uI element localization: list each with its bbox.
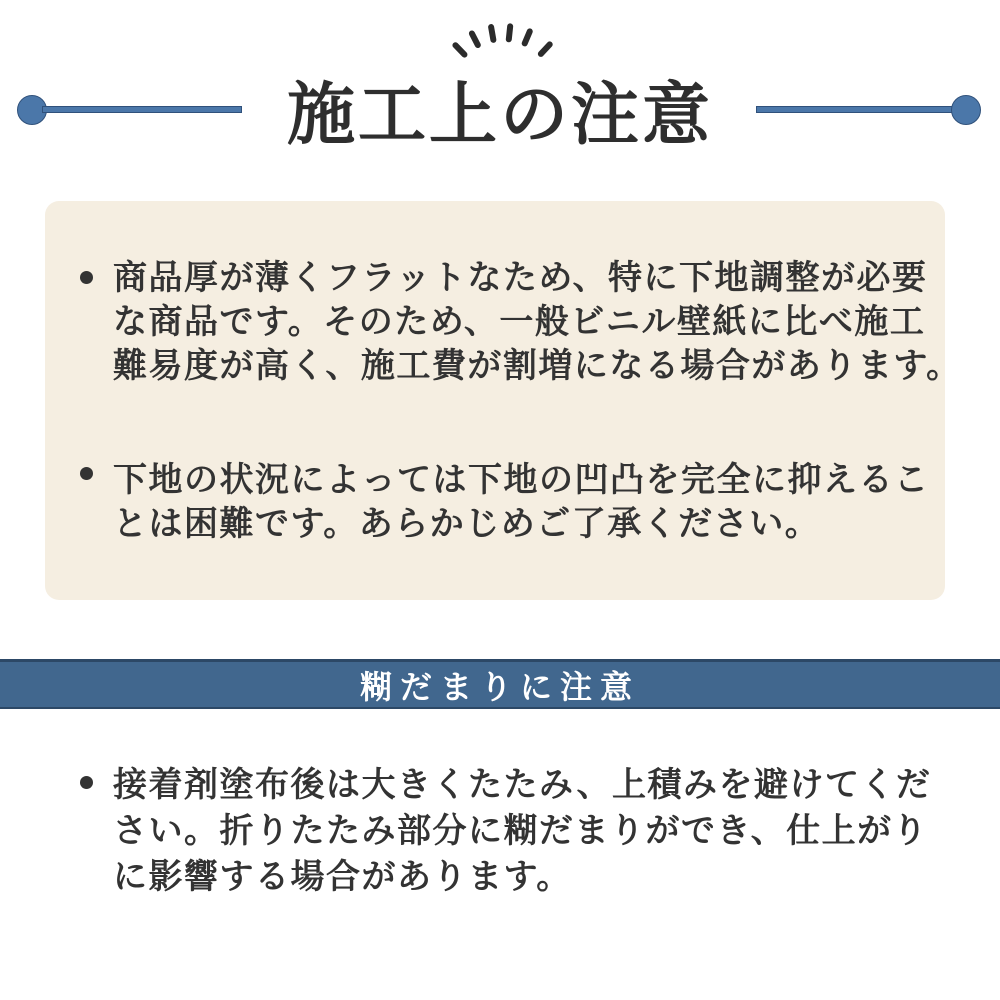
sparkle-ray	[468, 29, 482, 49]
bullet-line: に影響する場合があります。	[113, 858, 572, 896]
bullet-line: 商品厚が薄くフラットなため、特に下地調整が必要	[113, 259, 928, 297]
bullet-line: とは困難です。あらかじめご了承ください。	[113, 505, 821, 543]
bullet-line: 難易度が高く、施工費が割増になる場合があります。	[113, 347, 962, 385]
page-title: 施工上の注意	[286, 77, 713, 153]
bullet-line: な商品です。そのため、一般ビニル壁紙に比べ施工	[113, 303, 926, 341]
bullet-dot-icon	[80, 271, 93, 284]
title-line-right-dot	[951, 95, 981, 125]
banner-title: 糊だまりに注意	[359, 668, 640, 705]
sparkle-ray	[451, 41, 469, 59]
title-line-right	[756, 106, 956, 113]
bullet-dot-icon	[80, 776, 93, 789]
sparkle-ray	[488, 24, 497, 44]
glue-warning-banner	[0, 659, 1000, 709]
sparkle-ray	[506, 23, 514, 43]
bullet-item	[113, 762, 932, 900]
bullet-line: 接着剤塗布後は大きくたたみ、上積みを避けてくだ	[113, 766, 932, 804]
sparkle-ray	[521, 28, 534, 48]
bullet-item	[113, 458, 930, 546]
bullet-dot-icon	[80, 467, 93, 480]
sparkle-ray	[537, 40, 554, 58]
bullet-line: 下地の状況によっては下地の凹凸を完全に抑えるこ	[113, 461, 930, 499]
bullet-line: さい。折りたたみ部分に糊だまりができ、仕上がり	[113, 812, 929, 850]
bullet-item	[113, 256, 962, 388]
